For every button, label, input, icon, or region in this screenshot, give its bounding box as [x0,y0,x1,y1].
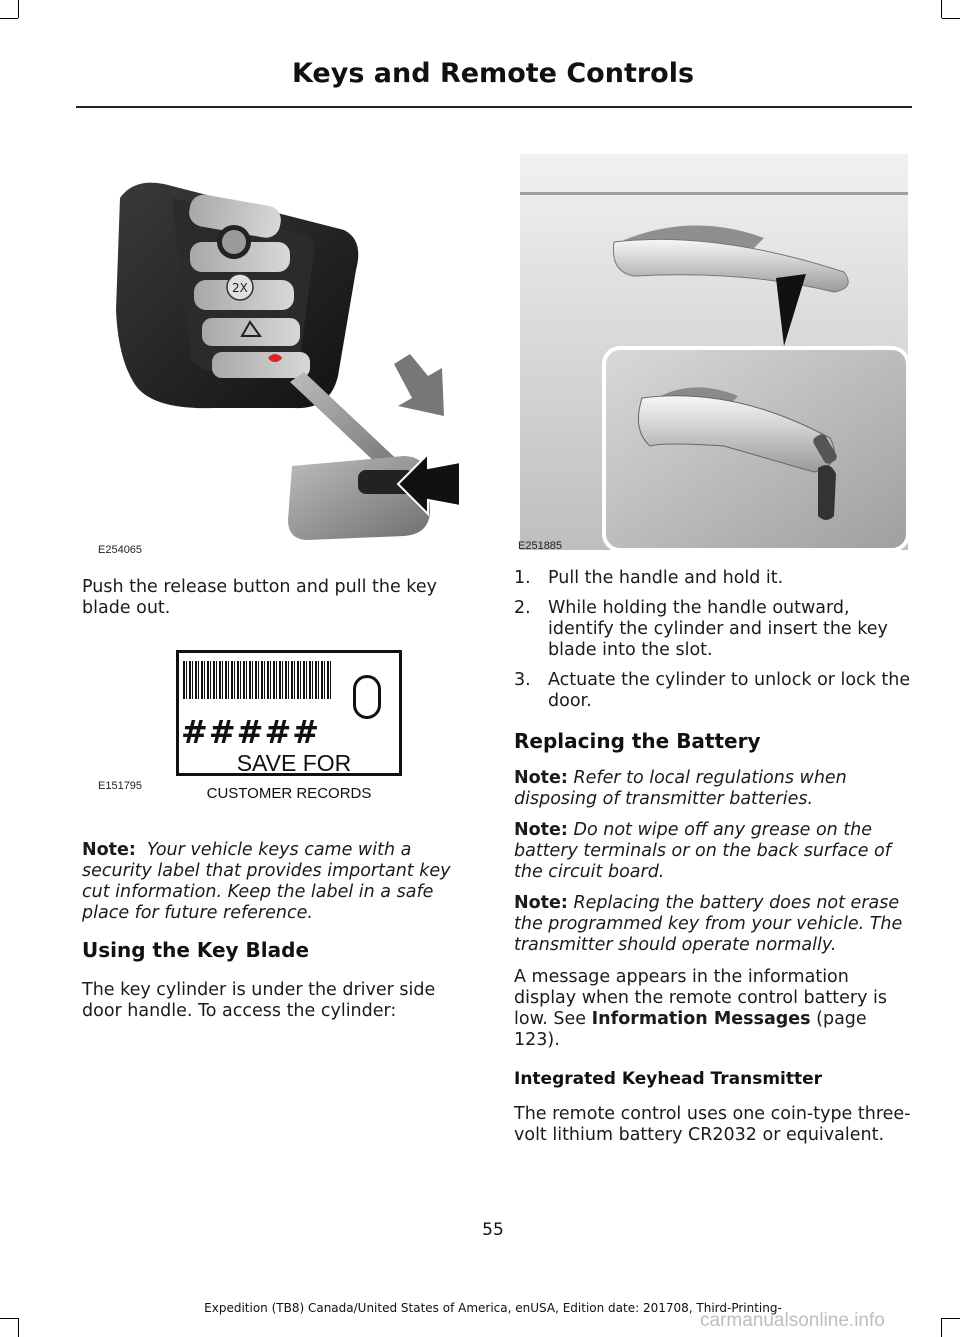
crop-mark [941,0,942,18]
battery-note [514,768,912,810]
step-list [514,568,914,721]
transmitter-heading: Integrated Keyhead Transmitter [514,1069,823,1089]
step-number: 3. [514,670,531,690]
security-note [82,840,472,924]
crop-mark [941,1318,942,1337]
note-label: Note: [82,840,136,860]
battery-heading: Replacing the Battery [514,729,761,753]
step-text: Pull the handle and hold it. [548,568,784,588]
list-item [514,670,914,712]
message-page-ref: (page 123). [514,1009,867,1050]
crop-mark [18,0,19,18]
step-number: 2. [514,598,531,618]
figure-id: E151795 [98,780,143,792]
message-text: A message appears in the information display when the remote control battery is low. See [514,967,887,1029]
key-code: ##### [181,713,321,751]
list-item [514,598,914,661]
door-handle-illustration [514,150,910,560]
list-item [514,568,914,589]
release-instruction: Push the release button and pull the key blade out. [82,577,437,618]
battery-note [514,893,912,956]
svg-text:2X: 2X [232,281,248,295]
page-number: 55 [482,1220,504,1240]
step-text: While holding the handle outward, identify the cylinder and insert the key blade into the slot. [548,598,888,660]
crop-mark [0,1318,18,1319]
crop-mark [942,18,960,19]
figure-id: E251885 [518,540,563,552]
step-number: 1. [514,568,531,588]
barcode [183,661,333,699]
crop-mark [18,1318,19,1337]
key-fob-figure [94,150,466,560]
footer-text: Expedition (TB8) Canada/United States of America, enUSA, Edition date: 201708, Third-Printing- [204,1301,782,1315]
note-label: Note: [514,820,568,840]
door-handle-figure [514,150,910,560]
transmitter-text: The remote control uses one coin-type three-volt lithium battery CR2032 or equivalent. [514,1104,911,1145]
note-label: Note: [514,893,568,913]
crop-mark [942,1318,960,1319]
figure-id: E254065 [98,544,143,556]
note-label: Note: [514,768,568,788]
battery-message [514,967,912,1051]
note-text: Refer to local regulations when disposing of transmitter batteries. [514,768,847,809]
key-blade-text: The key cylinder is under the driver side door handle. To access the cylinder: [82,980,436,1021]
save-for-text: SAVE FOR [236,750,352,776]
information-messages-link[interactable]: Information Messages [591,1009,811,1029]
key-slot-icon [353,675,381,719]
header-rule [76,106,912,108]
key-fob-illustration [94,150,466,560]
security-label [176,650,402,802]
battery-note [514,820,912,883]
step-text: Actuate the cylinder to unlock or lock the door. [548,670,911,711]
crop-mark [0,18,18,19]
key-blade-heading: Using the Key Blade [82,938,310,962]
note-text: Your vehicle keys came with a security label that provides important key cut information. Keep the label in a safe place for future reference. [82,840,451,923]
watermark: carmanualsonline.info [700,1310,885,1331]
note-text: Replacing the battery does not erase the programmed key from your vehicle. The transmitter should operate normally. [514,893,903,955]
customer-records-text: CUSTOMER RECORDS [206,785,372,802]
note-text: Do not wipe off any grease on the battery terminals or on the back surface of the circuit board. [514,820,891,882]
page-title: Keys and Remote Controls [291,58,695,89]
